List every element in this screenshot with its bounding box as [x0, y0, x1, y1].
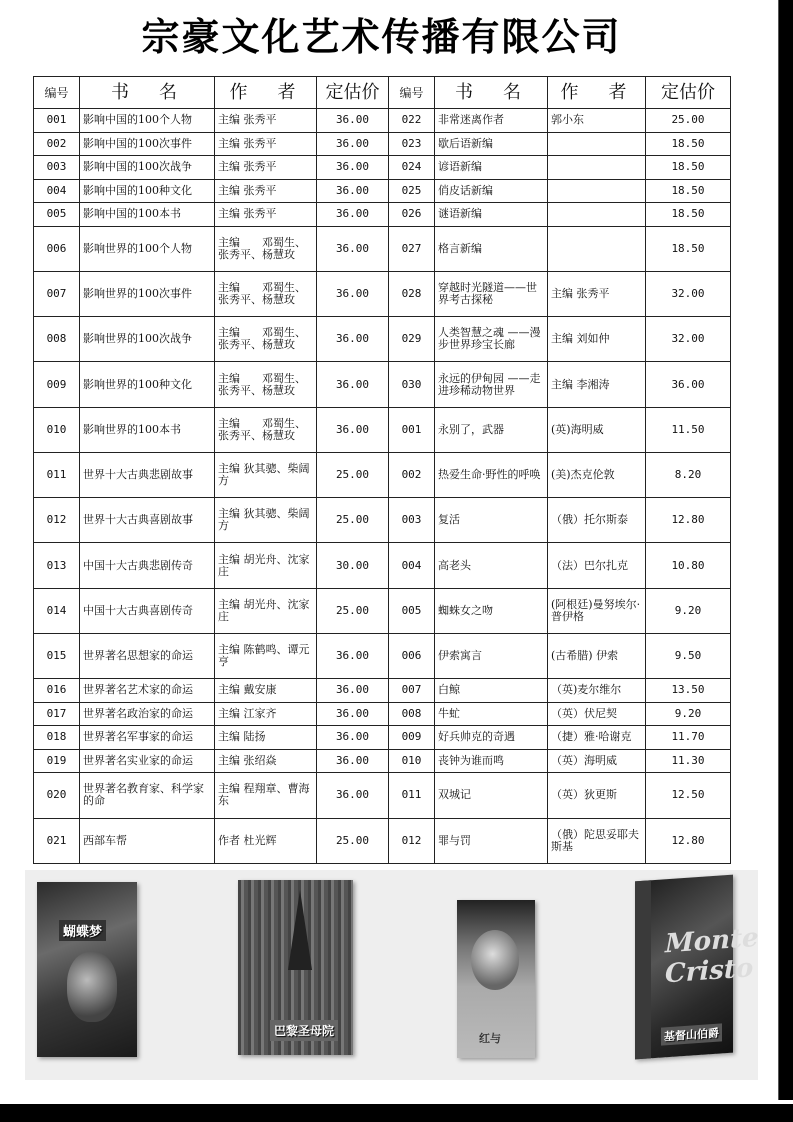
book-title: 影响中国的100种文化	[80, 179, 215, 203]
book-number: 017	[34, 702, 80, 726]
book-number: 001	[34, 109, 80, 133]
book-cover-title: 红与	[479, 1032, 501, 1045]
table-row	[34, 156, 731, 180]
book-title: 影响世界的100个人物	[80, 226, 215, 271]
scan-edge-right	[779, 0, 793, 1100]
book-number: 008	[389, 702, 435, 726]
book-author: 主编 邓蜀生、张秀平、杨慧玫	[215, 407, 317, 452]
table-row	[34, 362, 731, 407]
table-row	[34, 271, 731, 316]
book-number: 024	[389, 156, 435, 180]
book-number: 003	[34, 156, 80, 180]
table-row	[34, 226, 731, 271]
table-row	[34, 818, 731, 863]
book-author: 主编 戴安康	[215, 679, 317, 703]
book-price: 36.00	[317, 271, 389, 316]
book-author: （俄）托尔斯泰	[548, 498, 646, 543]
book-title: 影响世界的100种文化	[80, 362, 215, 407]
book-title: 中国十大古典悲剧传奇	[80, 543, 215, 588]
book-number: 029	[389, 317, 435, 362]
book-price: 36.00	[317, 679, 389, 703]
book-price: 9.20	[646, 588, 731, 633]
book-author: (美)杰克伦敦	[548, 452, 646, 497]
book-price: 25.00	[317, 452, 389, 497]
table-row	[34, 749, 731, 773]
book-title: 复活	[435, 498, 548, 543]
book-title: 牛虻	[435, 702, 548, 726]
book-title: 世界十大古典喜剧故事	[80, 498, 215, 543]
book-price: 25.00	[317, 818, 389, 863]
table-row	[34, 633, 731, 678]
table-row	[34, 543, 731, 588]
book-number: 021	[34, 818, 80, 863]
col-header-title-2: 书 名	[435, 77, 548, 109]
book-number: 022	[389, 109, 435, 133]
book-title: 非常迷离作者	[435, 109, 548, 133]
book-author: (英)海明威	[548, 407, 646, 452]
book-number: 007	[34, 271, 80, 316]
book-price: 36.00	[317, 203, 389, 227]
book-author: 主编 张秀平	[215, 109, 317, 133]
book-spine	[635, 880, 651, 1059]
book-title: 世界著名政治家的命运	[80, 702, 215, 726]
book-author: 作者 杜光辉	[215, 818, 317, 863]
book-title: 高老头	[435, 543, 548, 588]
book-author: 主编 江家齐	[215, 702, 317, 726]
book-price: 18.50	[646, 132, 731, 156]
book-author: 主编 狄其骢、柴阔方	[215, 452, 317, 497]
book-number: 025	[389, 179, 435, 203]
book-number: 009	[34, 362, 80, 407]
book-price: 36.00	[317, 362, 389, 407]
book-number: 003	[389, 498, 435, 543]
book-title: 世界著名教育家、科学家的命	[80, 773, 215, 818]
table-body	[34, 109, 731, 864]
col-header-title: 书 名	[80, 77, 215, 109]
book-title: 世界著名艺术家的命运	[80, 679, 215, 703]
book-number: 008	[34, 317, 80, 362]
col-header-price: 定估价	[317, 77, 389, 109]
book-number: 006	[34, 226, 80, 271]
book-title: 谜语新编	[435, 203, 548, 227]
book-price: 25.00	[317, 588, 389, 633]
book-number: 012	[34, 498, 80, 543]
table-row	[34, 109, 731, 133]
book-price: 12.80	[646, 818, 731, 863]
book-title: 影响中国的100次事件	[80, 132, 215, 156]
book-number: 004	[389, 543, 435, 588]
book-author: 郭小东	[548, 109, 646, 133]
book-title: 影响世界的100本书	[80, 407, 215, 452]
book-title: 永别了，武器	[435, 407, 548, 452]
book-price: 9.50	[646, 633, 731, 678]
book-number: 007	[389, 679, 435, 703]
col-header-author-2: 作 者	[548, 77, 646, 109]
book-price: 25.00	[317, 498, 389, 543]
book-price: 36.00	[317, 773, 389, 818]
book-author: 主编 陈鹤鸣、谭元亨	[215, 633, 317, 678]
book-price: 36.00	[317, 226, 389, 271]
book-author: 主编 程翔章、曹海东	[215, 773, 317, 818]
book-title: 永远的伊甸园 ——走进珍稀动物世界	[435, 362, 548, 407]
book-number: 027	[389, 226, 435, 271]
book-price: 36.00	[317, 317, 389, 362]
table-row	[34, 317, 731, 362]
book-price: 36.00	[317, 749, 389, 773]
book-number: 006	[389, 633, 435, 678]
portrait-image	[471, 930, 519, 990]
book-price: 13.50	[646, 679, 731, 703]
table-row	[34, 588, 731, 633]
table-row	[34, 452, 731, 497]
book-author	[548, 179, 646, 203]
book-author: 主编 张绍焱	[215, 749, 317, 773]
book-price: 36.00	[317, 633, 389, 678]
book-author: 主编 胡光舟、沈家庄	[215, 543, 317, 588]
book-author: 主编 邓蜀生、张秀平、杨慧玫	[215, 226, 317, 271]
book-number: 013	[34, 543, 80, 588]
book-number: 001	[389, 407, 435, 452]
book-author	[548, 132, 646, 156]
book-title: 世界十大古典悲剧故事	[80, 452, 215, 497]
book-author: 主编 陆扬	[215, 726, 317, 750]
book-price: 36.00	[317, 179, 389, 203]
book-title: 中国十大古典喜剧传奇	[80, 588, 215, 633]
book-title: 人类智慧之魂 ——漫步世界珍宝长廊	[435, 317, 548, 362]
book-price: 12.50	[646, 773, 731, 818]
table-row	[34, 179, 731, 203]
book-price: 36.00	[317, 726, 389, 750]
table-row	[34, 203, 731, 227]
book-author: （英）伏尼契	[548, 702, 646, 726]
book-author	[548, 226, 646, 271]
book-price: 8.20	[646, 452, 731, 497]
col-header-number: 编号	[34, 77, 80, 109]
book-title: 穿越时光隧道——世界考古探秘	[435, 271, 548, 316]
book-price: 9.20	[646, 702, 731, 726]
book-price: 11.70	[646, 726, 731, 750]
book-author: 主编 张秀平	[215, 156, 317, 180]
book-title: 蜘蛛女之吻	[435, 588, 548, 633]
book-number: 010	[34, 407, 80, 452]
book-author: (古希腊) 伊索	[548, 633, 646, 678]
book-title: 西部车帮	[80, 818, 215, 863]
book-title: 好兵帅克的奇遇	[435, 726, 548, 750]
table-row	[34, 726, 731, 750]
book-title: 影响中国的100个人物	[80, 109, 215, 133]
book-author: 主编 张秀平	[215, 179, 317, 203]
book-number: 028	[389, 271, 435, 316]
book-number: 014	[34, 588, 80, 633]
cathedral-image	[288, 890, 312, 970]
book-number: 023	[389, 132, 435, 156]
book-price: 36.00	[317, 407, 389, 452]
book-number: 015	[34, 633, 80, 678]
book-author: （英）狄更斯	[548, 773, 646, 818]
book-author: 主编 张秀平	[215, 203, 317, 227]
book-title: 罪与罚	[435, 818, 548, 863]
book-price: 36.00	[317, 132, 389, 156]
book-author: 主编 李湘涛	[548, 362, 646, 407]
book-title: 双城记	[435, 773, 548, 818]
book-number: 011	[389, 773, 435, 818]
book-cover-strip	[25, 870, 758, 1080]
book-price: 32.00	[646, 317, 731, 362]
book-cover-monte-cristo	[635, 875, 759, 1060]
book-title: 格言新编	[435, 226, 548, 271]
book-number: 011	[34, 452, 80, 497]
book-title: 白鲸	[435, 679, 548, 703]
book-title: 俏皮话新编	[435, 179, 548, 203]
book-price: 11.30	[646, 749, 731, 773]
book-author: 主编 邓蜀生、张秀平、杨慧玫	[215, 271, 317, 316]
book-price: 18.50	[646, 226, 731, 271]
portrait-image	[67, 952, 117, 1022]
book-author: 主编 张秀平	[215, 132, 317, 156]
book-price: 36.00	[317, 702, 389, 726]
book-cover-butterfly-dream	[37, 882, 137, 1057]
book-cover-title: 基督山伯爵	[661, 1023, 722, 1045]
col-header-author: 作 者	[215, 77, 317, 109]
book-author: 主编 胡光舟、沈家庄	[215, 588, 317, 633]
book-number: 005	[389, 588, 435, 633]
book-author: （英)麦尔维尔	[548, 679, 646, 703]
book-price: 36.00	[317, 109, 389, 133]
book-price: 25.00	[646, 109, 731, 133]
book-title: 谚语新编	[435, 156, 548, 180]
book-price: 32.00	[646, 271, 731, 316]
book-cover-title: 巴黎圣母院	[270, 1020, 338, 1041]
book-author	[548, 203, 646, 227]
book-number: 010	[389, 749, 435, 773]
book-title: 影响中国的100次战争	[80, 156, 215, 180]
page-title: 宗豪文化艺术传播有限公司	[141, 15, 622, 59]
book-author: （捷）雅·哈谢克	[548, 726, 646, 750]
book-number: 016	[34, 679, 80, 703]
table-row	[34, 773, 731, 818]
book-title: 世界著名实业家的命运	[80, 749, 215, 773]
book-number: 019	[34, 749, 80, 773]
book-number: 020	[34, 773, 80, 818]
book-author: 主编 邓蜀生、张秀平、杨慧玫	[215, 362, 317, 407]
scan-edge-bottom	[0, 1104, 793, 1122]
book-author: （英）海明威	[548, 749, 646, 773]
table-row	[34, 132, 731, 156]
book-price: 10.80	[646, 543, 731, 588]
book-price: 30.00	[317, 543, 389, 588]
table-row	[34, 407, 731, 452]
book-title: 热爱生命·野性的呼唤	[435, 452, 548, 497]
book-title: 世界著名思想家的命运	[80, 633, 215, 678]
book-title: 影响中国的100本书	[80, 203, 215, 227]
book-title: 影响世界的100次战争	[80, 317, 215, 362]
book-author: (阿根廷)曼努埃尔·普伊格	[548, 588, 646, 633]
book-cover-red-black	[457, 900, 535, 1058]
book-title: 歇后语新编	[435, 132, 548, 156]
book-number: 009	[389, 726, 435, 750]
book-price: 36.00	[317, 156, 389, 180]
book-title: 影响世界的100次事件	[80, 271, 215, 316]
book-author: 主编 邓蜀生、张秀平、杨慧玫	[215, 317, 317, 362]
book-author: 主编 狄其骢、柴阔方	[215, 498, 317, 543]
table-header-row	[34, 77, 731, 109]
book-number: 030	[389, 362, 435, 407]
book-number: 012	[389, 818, 435, 863]
book-number: 026	[389, 203, 435, 227]
table-row	[34, 679, 731, 703]
book-title: 世界著名军事家的命运	[80, 726, 215, 750]
book-cover-title: 蝴蝶梦	[59, 920, 106, 941]
book-price: 18.50	[646, 203, 731, 227]
book-title: 伊索寓言	[435, 633, 548, 678]
book-number: 002	[34, 132, 80, 156]
col-header-price-2: 定估价	[646, 77, 731, 109]
book-author: （俄）陀思妥耶夫斯基	[548, 818, 646, 863]
book-cover-notre-dame	[238, 880, 353, 1055]
book-price: 12.80	[646, 498, 731, 543]
book-number: 005	[34, 203, 80, 227]
book-author: （法）巴尔扎克	[548, 543, 646, 588]
book-title: 丧钟为谁而鸣	[435, 749, 548, 773]
book-price: 18.50	[646, 156, 731, 180]
book-price: 11.50	[646, 407, 731, 452]
col-header-number-2: 编号	[389, 77, 435, 109]
book-author	[548, 156, 646, 180]
table-row	[34, 498, 731, 543]
cover-logo-text: Monte Cristo	[665, 922, 759, 990]
book-number: 004	[34, 179, 80, 203]
book-author: 主编 刘如仲	[548, 317, 646, 362]
book-price: 36.00	[646, 362, 731, 407]
book-number: 002	[389, 452, 435, 497]
book-author: 主编 张秀平	[548, 271, 646, 316]
table-row	[34, 702, 731, 726]
book-number: 018	[34, 726, 80, 750]
book-price-table	[33, 76, 731, 864]
book-price: 18.50	[646, 179, 731, 203]
